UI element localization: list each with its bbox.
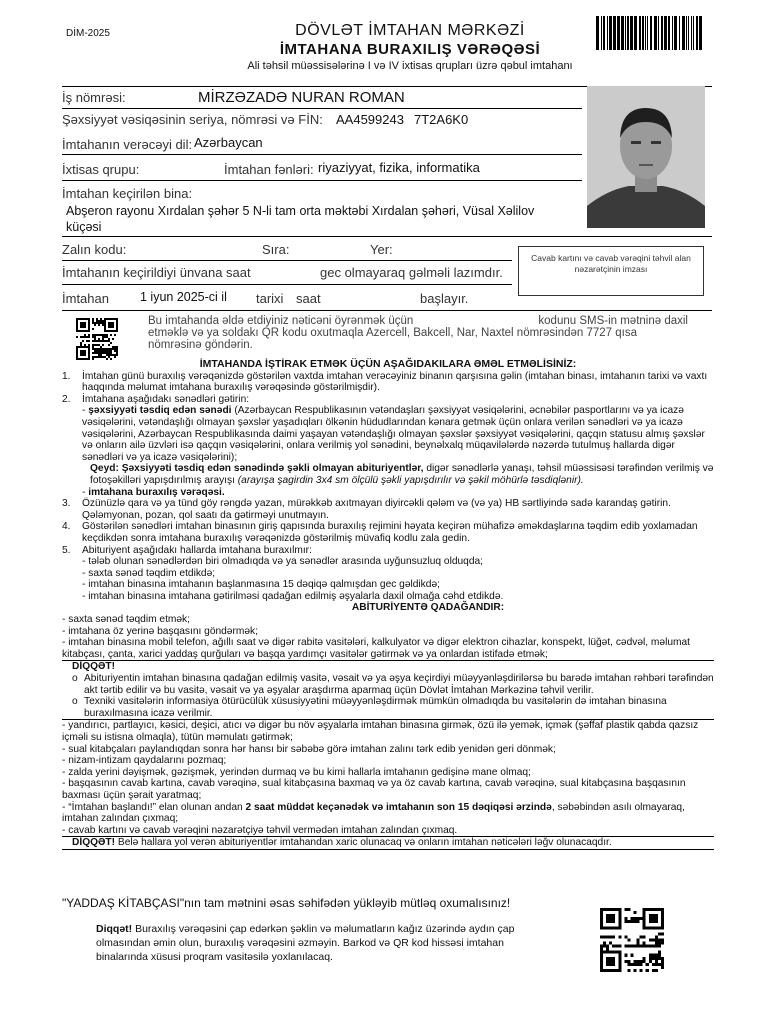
forbidden-5: - sual kitabçaları paylandıqdan sonra hər hansı bir səbəbə görə imtahan zalını tərk edib yenidən geri dönmək; — [62, 743, 556, 755]
document-code: DİM-2025 — [66, 28, 110, 39]
print-warning: Diqqət! Buraxılış vərəqəsini çap edərkən şəklin və məlumatların kağız üzərində aydın çap olmasından əmin olun, buraxılış vərəqəsini əzməyin. Barkod və QR kod hissəsi imtahan binalarında xüsusi proqram vasitəsilə yoxlanılacaq. — [96, 923, 515, 963]
forbidden-8: - başqasının cavab kartına, cavab vərəqinə, sual kitabçasına baxmaq və ya öz cavab kartına, cavab vərəqinə, sual kitabçasına başqasının baxması üçün şərait yaratmaq; — [62, 778, 686, 801]
date-word: tarixi — [256, 291, 284, 306]
memory-booklet-note: "YADDAŞ KİTABÇASI"nın tam mətnini əsas səhifədən yükləyib mütləq oxumalısınız! — [62, 896, 511, 910]
exam-language: Azərbaycan — [194, 135, 263, 150]
divider — [62, 260, 512, 261]
divider — [62, 310, 712, 311]
forbidden-4: - yandırıcı, partlayıcı, kəsici, deşici, atıcı və digər bu növ əşyalarla imtahan binasına girmək, özü ilə yemək, içmək (şəffaf plastik qabda qazsız içməli su istisna olmaqla), tütün məmulatı gətirmək; — [62, 719, 714, 743]
forbidden-9: - “İmtahan başlandı!” elan olunan andan 2 saat müddət keçənədək və imtahanın son 15 dəqiqəsi ərzində, səbəbindən asılı olmayaraq, imtahan zalından çıxmaq; — [62, 801, 685, 825]
fin-code: 7T2A6K0 — [414, 112, 469, 127]
rule-2b: - imtahana buraxılış vərəqəsi. — [82, 486, 225, 498]
qr-code-icon — [600, 908, 664, 972]
divider — [62, 284, 512, 285]
attention-2: o Texniki vasitələrin informasiya ötürücülük xüsusiyyətini müəyyənləşdirmək mümkün olmadıqda bu vasitələrin də imtahan binasına buraxılmasına icazə verilmir. — [72, 696, 667, 719]
divider — [62, 236, 712, 237]
rule-5a: - tələb olunan sənədlərdən biri olmadıqda və ya sənədlər arasında uyğunsuzluq olduqda; — [82, 556, 483, 568]
doc-title: İMTAHANA BURAXILIŞ VƏRƏQƏSİ — [279, 41, 541, 58]
rule-1: 1. İmtahan günü buraxılış vərəqənizdə göstərilən vaxtda imtahan verəcəyiniz binanın qarşısına gəlin (imtahan binası, imtahanın tarixi və vaxtı haqqında məlumat imtahana buraxılış vərəqəsində göstərilmişdir). — [62, 370, 708, 394]
forbidden-10: - cavab kartını və cavab vərəqini nəzarətçiyə təhvil vermədən imtahan zalından çıxmaq. — [62, 824, 458, 836]
rules-section — [62, 359, 714, 850]
sms-line-2: etməklə və ya soldakı QR kodu oxutmaqla Azercell, Bakcell, Nar, Naxtel nömrəsindən 7727 qısa — [148, 327, 637, 339]
time-word: saat — [296, 291, 321, 306]
sms-line-1a: Bu imtahanda əldə etdiyiniz nəticəni öyrənmək üçün — [148, 315, 414, 327]
sms-instructions — [148, 315, 688, 351]
start-word: başlayır. — [420, 291, 469, 306]
building-label: İmtahan keçirilən bina: — [62, 186, 193, 201]
row-label: Sıra: — [262, 242, 290, 257]
rule-5b: - saxta sənəd təqdim etdikdə; — [82, 567, 216, 579]
attention-heading: DİQQƏT! — [72, 661, 116, 673]
divider — [62, 180, 582, 181]
forbidden-6: - nizam-intizam qaydalarını pozmaq; — [62, 755, 227, 767]
subjects-label: İmtahan fənləri: — [224, 162, 314, 177]
qr-code-icon — [76, 318, 118, 360]
rule-5: 5. Abituriyent aşağıdakı hallarda imtahana buraxılmır: — [62, 544, 312, 556]
group-label: İxtisas qrupu: — [62, 162, 140, 177]
attention-block — [62, 660, 714, 719]
forbidden-7: - zalda yerini dəyişmək, gəzişmək, yerindən durmaq və bu kimi hallarla imtahanın gedişinə mane olmaq; — [62, 766, 531, 778]
exam-label: İmtahan — [62, 291, 109, 306]
rule-5c: - imtahan binasına imtahanın başlanmasına 15 dəqiqə qalmışdan gec gəldikdə; — [82, 579, 440, 591]
forbidden-heading: ABİTURİYENTƏ QADAĞANDIR: — [351, 602, 505, 614]
id-label: Şəxsiyyət vəsiqəsinin seriya, nömrəsi və FİN: — [62, 112, 323, 127]
attention-1: o Abituriyentin imtahan binasına qadağan edilmiş vasitə, vəsait və ya əşya keçirdiyi müəyyənləşdirilərsə bu barədə imtahan rəhbəri tərəfindən akt tərtib edilir və bu vasitə, vəsait və ya əşyalar araşdırma aparmaq üçün Dövlət İmtahan Mərkəzinə təhvil verilir. — [72, 673, 714, 696]
exam-subjects: riyaziyyat, fizika, informatika — [318, 160, 480, 175]
building-line-2: küçəsi — [66, 220, 102, 234]
final-warning: DİQQƏT! Belə hallara yol verən abituriyentlər imtahandan xaric olunacaq və onların imtahan nəticələri ləğv olunacaqdır. — [62, 836, 714, 849]
rule-2: 2. İmtahana aşağıdakı sənədləri gətirin: — [62, 393, 250, 405]
forbidden-2: - imtahana öz yerinə başqasını göndərmək; — [62, 625, 258, 637]
rule-3: 3. Özünüzlə qara və ya tünd göy rəngdə yazan, mürəkkəb axıtmayan diyircəkli qələm və (və ya) HB sərtliyində sadə karandaş gətirin. Qələmyonan, pozan, qol saatı da gətirməyi unutmayın. — [62, 498, 671, 521]
hall-code-label: Zalın kodu: — [62, 242, 127, 257]
applicant-name: MİRZƏZADƏ NURAN ROMAN — [198, 89, 405, 106]
arrival-tail: gec olmayaraq gəlməli lazımdır. — [320, 265, 503, 280]
signature-box: Cavab kartını və cavab vərəqini təhvil alan nəzarətçinin imzası — [518, 246, 704, 296]
divider — [62, 154, 582, 155]
forbidden-3: - imtahan binasına mobil telefon, ağıllı saat və digər rabitə vasitələri, kalkulyator və digər elektron cihazlar, konspekt, lüğət, cədvəl, məlumat kitabçası, çanta, xarici yaddaş qurğuları və başqa yardımçı vasitələr gətirmək və ya onlardan istifadə etmək; — [62, 637, 690, 660]
portrait-photo — [587, 86, 705, 228]
language-label: İmtahanın verəcəyi dil: — [62, 137, 193, 152]
rules-heading: İMTAHANDA İŞTİRAK ETMƏK ÜÇÜN AŞAĞIDAKILARA ƏMƏL ETMƏLİSİNİZ: — [199, 358, 577, 370]
org-name: DÖVLƏT İMTAHAN MƏRKƏZİ — [295, 22, 525, 39]
doc-subtitle: Ali təhsil müəssisələrinə I və IV ixtisas qrupları üzrə qəbul imtahanı — [247, 60, 573, 72]
id-number: AA4599243 — [336, 112, 404, 127]
job-number-label: İş nömrəsi: — [62, 90, 126, 105]
sms-line-1b: kodunu SMS-in mətninə daxil — [538, 315, 688, 327]
rule-2a: - şəxsiyyəti təsdiq edən sənədi (Azərbaycan Respublikasının vətəndaşları şəxsiyyət vəsiqələrini, əcnəbilər pasportlarını və ya icazə vəsiqələrini, vətəndaşlığı olmayan şəxslər yaşadıqları ölkənin hüdudlarından kənara getmək üçün onlara verilən sənədləri və ya icazə vəsiqələrini, Azərbaycan Respublikasında daimi yaşayan vətəndaşlığı olmayan şəxslər şəxsiyyət vəsiqələrini, qaçqın statusu almış şəxslər və onların ailə üzvləri isə qaçqın vəsiqələrini, onlara verilmiş yol sənədini, beynəlxalq müqavilələrdə nəzərdə tutulmuş hallarda digər sənədləri və ya icazə vəsiqələrini); — [82, 405, 705, 463]
barcode-icon — [596, 16, 702, 50]
rule-5d: - imtahan binasına imtahana gətirilməsi qadağan edilmiş əşyalarla daxil olmağa cəhd etdikdə. — [82, 590, 504, 602]
rule-note: Qeyd: Şəxsiyyəti təsdiq edən sənədində şəkli olmayan abituriyentlər, digər sənədlərlə yanaşı, təhsil müəssisəsi tərəfindən verilmiş və fotoşəkilləri yapışdırılmış arayışı (arayışa şagirdin 3x4 sm ölçülü şəkli yapışdırılır və şəkil möhürlə təsdiqlənir). — [90, 463, 714, 486]
divider — [62, 108, 582, 109]
seat-label: Yer: — [370, 242, 393, 257]
building-line-1: Abşeron rayonu Xırdalan şəhər 5 N-li tam orta məktəbi Xırdalan şəhəri, Vüsal Xəlilov — [66, 204, 535, 218]
sms-line-3: nömrəsinə göndərin. — [148, 339, 253, 351]
rule-4: 4. Göstərilən sənədləri imtahan binasının giriş qapısında buraxılış rejimini həyata keçirən mühafizə əməkdaşlarına təqdim edib yoxlamadan keçdikdən sonra imtahana buraxılış vərəqənizdə göstərilmiş müvafiq kodlu zala gedin. — [62, 521, 698, 544]
divider — [62, 849, 714, 850]
arrival-label: İmtahanın keçirildiyi ünvana saat — [62, 265, 251, 280]
exam-date: 1 iyun 2025-ci il — [140, 290, 227, 304]
forbidden-1: - saxta sənəd təqdim etmək; — [62, 614, 190, 626]
